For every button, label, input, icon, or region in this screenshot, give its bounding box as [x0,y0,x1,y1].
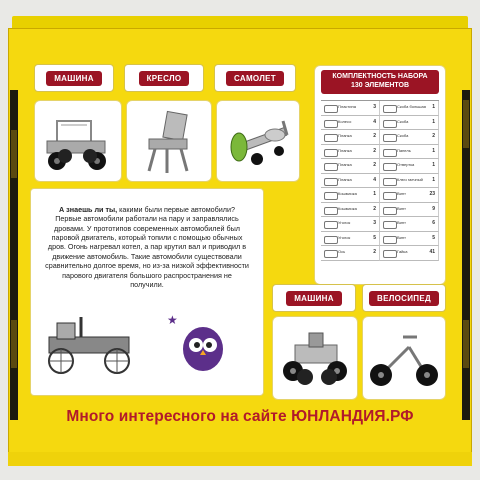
part-icon [383,250,397,258]
part-icon [324,134,338,142]
parts-title-line1: КОМПЛЕКТНОСТЬ НАБОРА [332,73,428,81]
part-icon [383,178,397,186]
photo-plane [216,100,300,182]
parts-item: Кошмачка 2 [321,203,380,218]
part-icon [324,236,338,244]
photo-bicycle [362,316,446,400]
parts-item: Планка 2 [321,145,380,160]
part-icon [324,178,338,186]
label-plane [214,64,296,92]
parts-item: Отвертка 1 [380,159,439,174]
buggy-model-icon [273,317,357,399]
part-icon [324,207,338,215]
part-icon [324,120,338,128]
part-icon [383,236,397,244]
story-lead: А знаешь ли ты, [58,205,118,214]
part-icon [383,105,397,113]
label-plane-text: САМОЛЕТ [226,71,284,86]
label-car-2-text: МАШИНА [286,291,342,306]
part-icon [383,134,397,142]
parts-item: Винт 23 [380,188,439,203]
parts-item: Планка 2 [321,159,380,174]
label-car-1 [34,64,114,92]
part-icon [383,163,397,171]
label-chair [124,64,204,92]
parts-title-line2: 130 ЭЛЕМЕНТОВ [350,82,410,89]
label-bicycle [362,284,446,312]
box-bottom-edge [8,452,472,466]
plane-model-icon [217,101,299,181]
label-car-2 [272,284,356,312]
part-icon [324,163,338,171]
part-icon [324,250,338,258]
parts-item: Гайка 41 [380,246,439,261]
label-car-1-text: МАШИНА [46,71,102,86]
parts-item: Ключ гаечный 1 [380,174,439,189]
left-side-edge [10,90,18,420]
parts-item: Кошмачка 1 [321,188,380,203]
photo-car-1 [34,100,122,182]
story-panel [30,188,264,396]
part-icon [383,149,397,157]
parts-item: Винт 9 [380,203,439,218]
parts-item: Скоба большая 1 [380,101,439,116]
parts-item: Ось 2 [321,246,380,261]
parts-item: Уголок 3 [321,217,380,232]
parts-item: Скоба 1 [380,116,439,131]
part-icon [383,207,397,215]
parts-item: Винт 6 [380,217,439,232]
footer-website-banner: Много интересного на сайте ЮНЛАНДИЯ.РФ [66,408,414,425]
parts-item: Колесо 4 [321,116,380,131]
chair-model-icon [127,101,211,181]
part-icon [383,120,397,128]
svg-text:★: ★ [167,313,178,327]
part-icon [383,221,397,229]
parts-item: Панель 1 [380,145,439,160]
photo-chair [126,100,212,182]
parts-grid [321,100,439,279]
parts-title [321,70,439,94]
part-icon [383,192,397,200]
part-icon [324,192,338,200]
parts-item: Пластина 3 [321,101,380,116]
photo-car-2 [272,316,358,400]
right-side-edge [462,90,470,420]
part-icon [324,221,338,229]
story-body: какими были первые автомобили? Первые автомобили работали на пару и заправлялись дровами. У прототипов современных автомобилей был паровой двигатель, который топили с помощью обычных дров. Огонь нагревал котел, а пар крутил вал и приводил в движение автомобиль. Такие автомобили существовали сравнительно долгое время, но из-за низкой эффективности парового двигателя большого распространения не получили. [45,205,249,289]
label-bicycle-text: ВЕЛОСИПЕД [369,291,439,306]
bicycle-model-icon [363,317,445,399]
parts-inventory-panel [314,65,446,285]
owl-mascot-icon [183,327,223,371]
part-icon [324,149,338,157]
parts-item: Винт 5 [380,232,439,247]
parts-item: Уголок 5 [321,232,380,247]
car-model-icon [35,101,121,181]
label-chair-text: КРЕСЛО [139,71,190,86]
story-text [45,205,249,289]
part-icon [324,105,338,113]
parts-item: Скоба 2 [380,130,439,145]
parts-item: Планка 2 [321,130,380,145]
parts-item: Планка 4 [321,174,380,189]
